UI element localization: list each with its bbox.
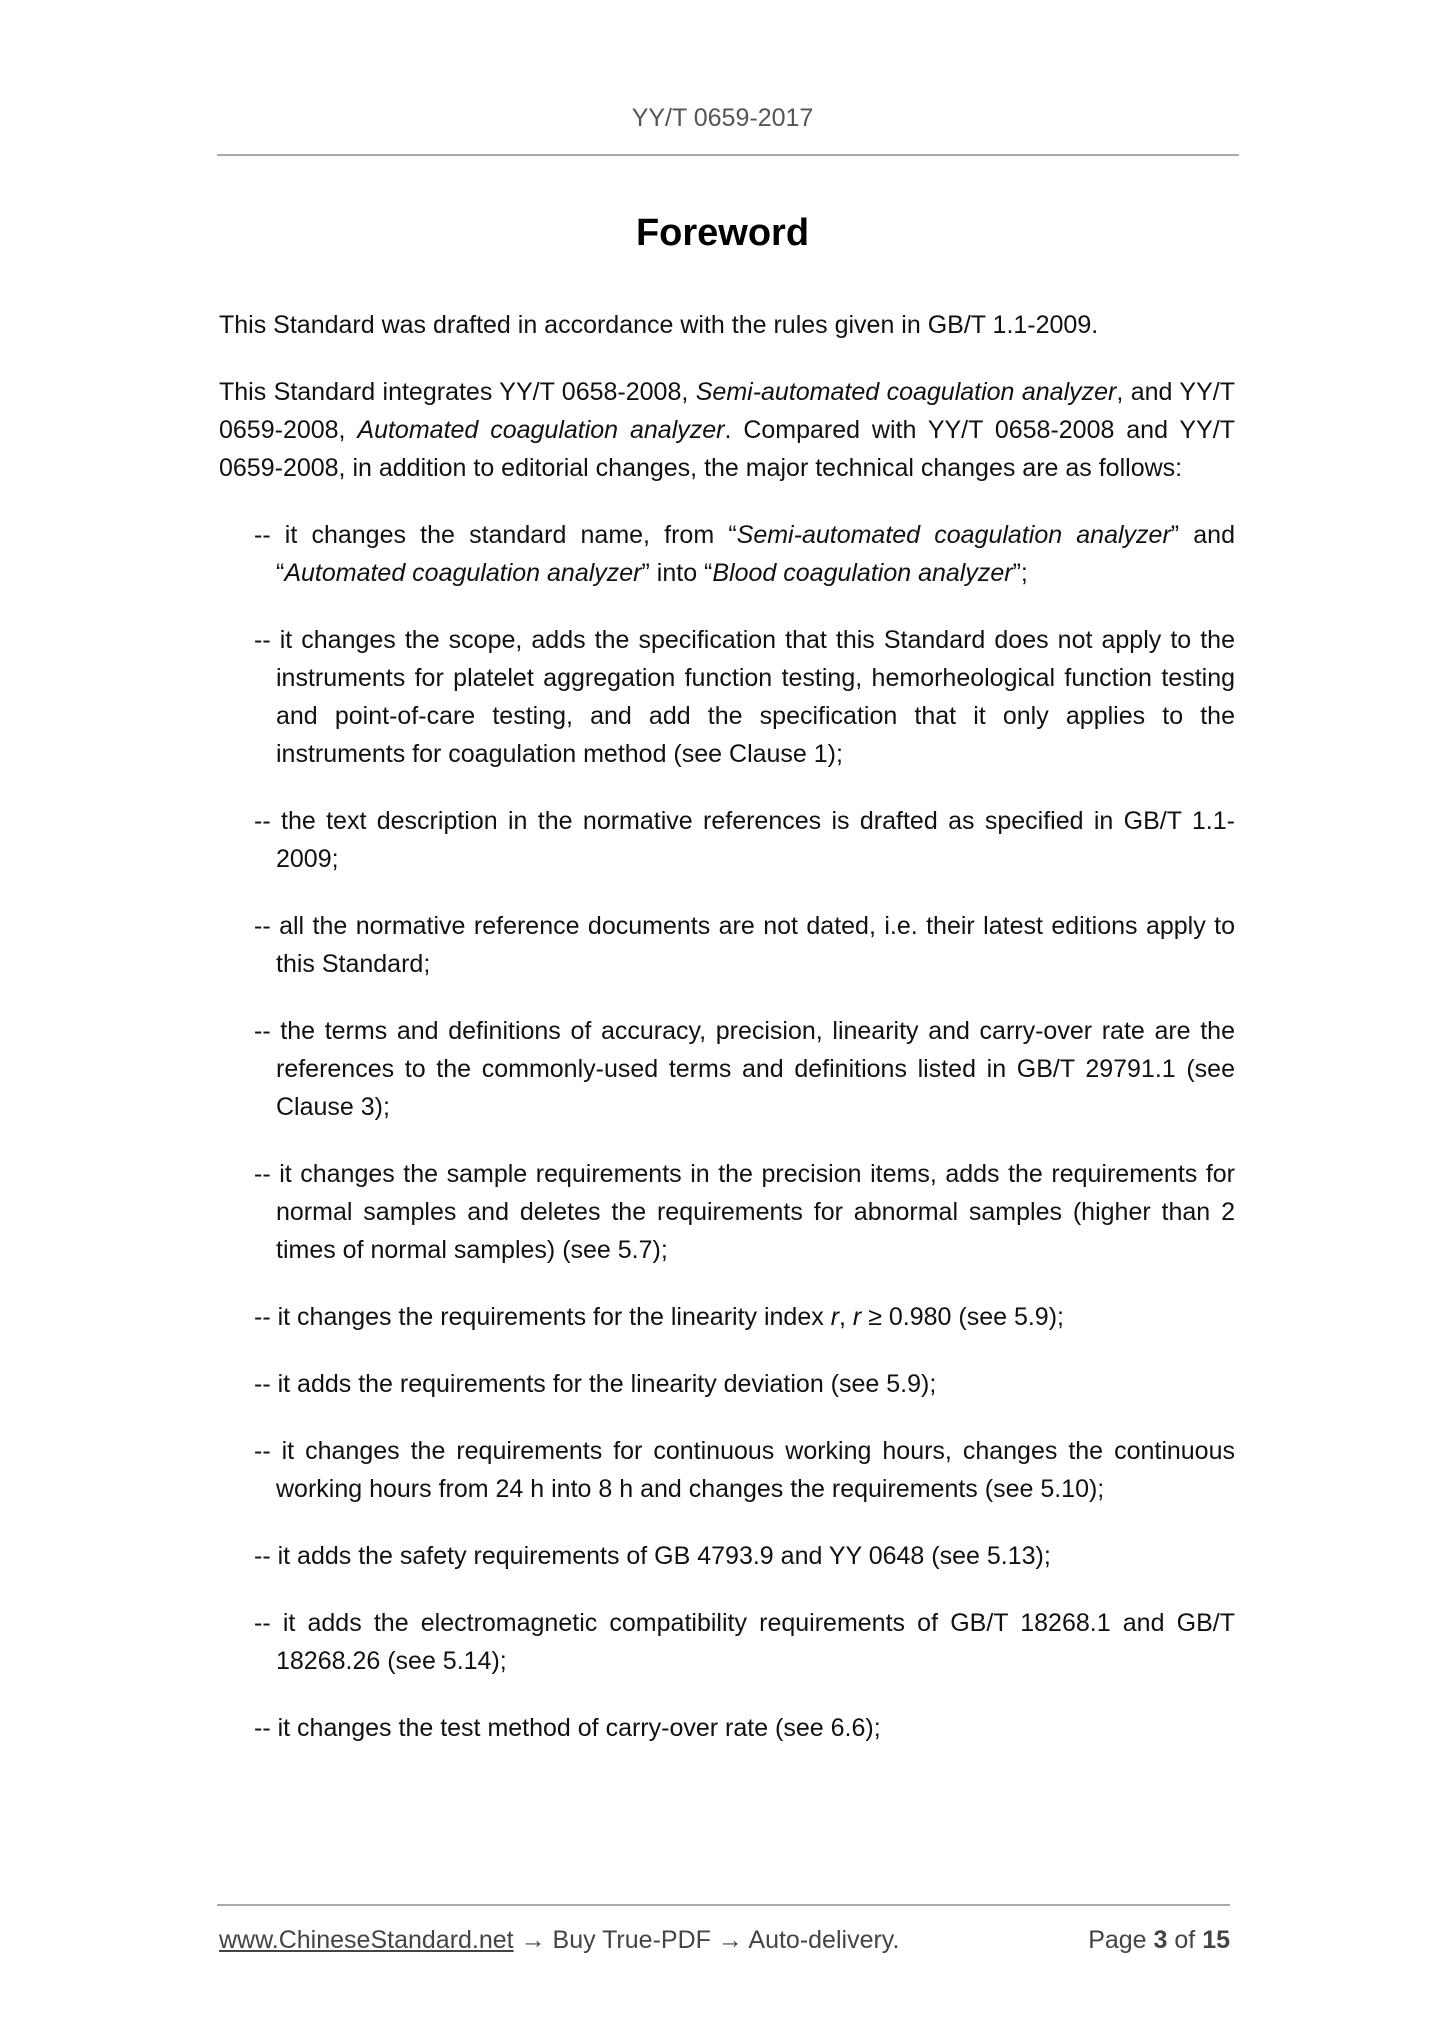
of-label: of xyxy=(1167,1926,1203,1954)
list-item: -- the terms and definitions of accuracy, precision, linearity and carry-over rate are the references to the commonly-used terms and definitions listed in GB/T 29791.1 (see Clause 3); xyxy=(254,1017,1235,1121)
page-number xyxy=(1088,1926,1230,1955)
title-italic: Automated coagulation analyzer xyxy=(357,416,725,444)
title-italic: Semi-automated coagulation analyzer xyxy=(736,521,1171,549)
footer-divider xyxy=(217,1904,1230,1906)
variable: r xyxy=(830,1303,840,1331)
list-item xyxy=(254,516,1235,592)
text: , and YY/T 0659-2008, xyxy=(219,378,1235,444)
header-divider xyxy=(217,154,1239,156)
foreword-body xyxy=(219,306,1235,1776)
list-item xyxy=(254,1298,1235,1336)
list-item: -- it adds the requirements for the linearity deviation (see 5.9); xyxy=(254,1370,937,1398)
list-item: -- it changes the requirements for continuous working hours, changes the continuous working hours from 24 h into 8 h and changes the requirements (see 5.10); xyxy=(254,1437,1235,1503)
title-italic: Blood coagulation analyzer xyxy=(712,559,1013,587)
text: This Standard integrates YY/T 0658-2008, xyxy=(219,378,696,406)
text: -- it changes the requirements for the linearity index xyxy=(254,1303,831,1331)
page-title: Foreword xyxy=(635,212,810,254)
list-item: -- it changes the scope, adds the specification that this Standard does not apply to the instruments for platelet aggregation function testing, hemorheological function testing and point-of-care testing, and add the specification that it only applies to the instruments for coagulation method (see Clause 1); xyxy=(254,626,1235,768)
variable: r xyxy=(852,1303,862,1331)
page-label: Page xyxy=(1088,1926,1154,1954)
current-page: 3 xyxy=(1153,1926,1168,1954)
list-item: -- it adds the safety requirements of GB 4793.9 and YY 0648 (see 5.13); xyxy=(254,1542,1051,1570)
text: . Compared with YY/T 0658-2008 and YY/T 0659-2008, in addition to editorial changes, the major technical changes are as follows: xyxy=(219,416,1235,482)
list-item: -- it changes the sample requirements in the precision items, adds the requirements for normal samples and deletes the requirements for abnormal samples (higher than 2 times of normal samples) (see 5.7); xyxy=(254,1160,1235,1264)
text: ” into “ xyxy=(641,559,713,587)
title-italic: Semi-automated coagulation analyzer xyxy=(695,378,1117,406)
title-italic: Automated coagulation analyzer xyxy=(284,559,642,587)
text: , xyxy=(839,1303,853,1331)
website-link[interactable]: www.ChineseStandard.net xyxy=(219,1926,514,1954)
text: -- it changes the standard name, from “ xyxy=(254,521,737,549)
text: ”; xyxy=(1012,559,1028,587)
paragraph xyxy=(219,373,1235,487)
total-pages: 15 xyxy=(1202,1926,1230,1954)
list-item: -- it changes the test method of carry-over rate (see 6.6); xyxy=(254,1714,881,1742)
paragraph: This Standard was drafted in accordance with the rules given in GB/T 1.1-2009. xyxy=(219,311,1099,339)
list-item: -- it adds the electromagnetic compatibility requirements of GB/T 18268.1 and GB/T 18268.26 (see 5.14); xyxy=(254,1609,1235,1675)
running-header: YY/T 0659-2017 xyxy=(631,104,814,132)
list-item: -- the text description in the normative references is drafted as specified in GB/T 1.1-2009; xyxy=(254,807,1235,873)
page-footer xyxy=(219,1926,1230,1955)
list-item: -- all the normative reference documents are not dated, i.e. their latest editions apply to this Standard; xyxy=(254,912,1235,978)
footer-promo xyxy=(219,1926,899,1955)
text: ≥ 0.980 (see 5.9); xyxy=(861,1303,1064,1331)
promo-text: → Buy True-PDF → Auto-delivery. xyxy=(513,1926,900,1954)
text: ” and “ xyxy=(276,521,1235,587)
